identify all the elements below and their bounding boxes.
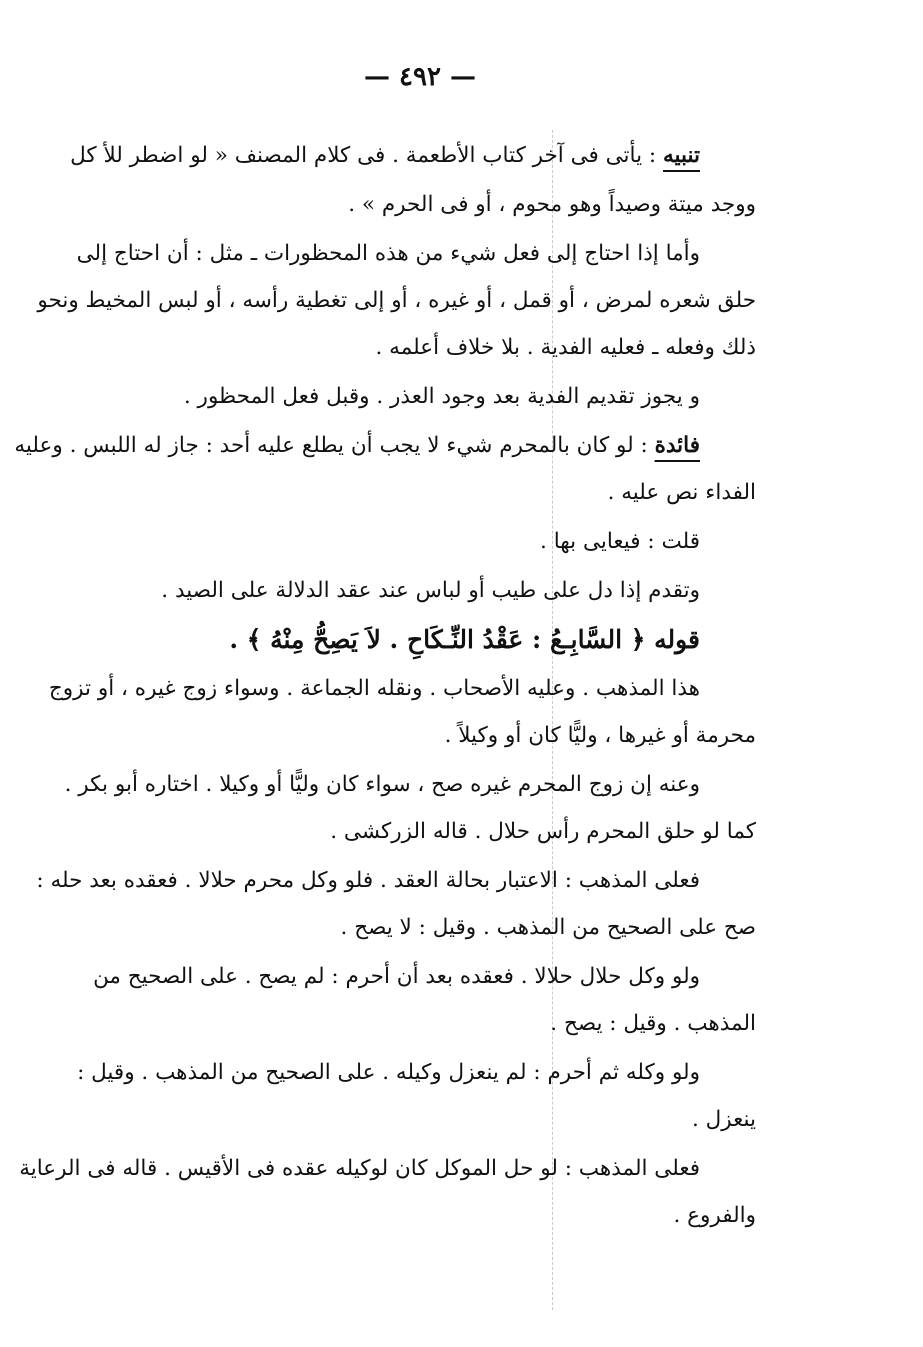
text-line: ووجد ميتة وصيداً وهو محوم ، أو فى الحرم » . [348, 192, 756, 217]
text-line: حلق شعره لمرض ، أو قمل ، أو غيره ، أو إلى تغطية رأسه ، أو لبس المخيط ونحو [37, 288, 756, 313]
text-line: وتقدم إذا دل على طيب أو لباس عند عقد الدلالة على الصيد . [161, 578, 700, 603]
text-line: كما لو حلق المحرم رأس حلال . قاله الزركشى . [330, 819, 756, 844]
text-line: وعنه إن زوج المحرم غيره صح ، سواء كان وليًّا أو وكيلا . اختاره أبو بكر . [64, 772, 700, 797]
text-line: ذلك وفعله ـ فعليه الفدية . بلا خلاف أعلمه . [375, 335, 756, 360]
text-line: هذا المذهب . وعليه الأصحاب . ونقله الجماعة . وسواء زوج غيره ، أو تزوج [48, 676, 700, 701]
paragraph-heading [100, 616, 756, 663]
paragraph [64, 761, 756, 855]
paragraph [100, 518, 756, 565]
paragraph [36, 857, 756, 951]
text-line: ينعزل . [692, 1107, 756, 1132]
text-line: فعلى المذهب : الاعتبار بحالة العقد . فلو وكل محرم حلالا . فعقده بعد حله : [36, 868, 700, 893]
text-line: الفداء نص عليه . [607, 480, 756, 505]
paragraph [37, 230, 756, 371]
text-line: قلت : فيعايى بها . [540, 529, 700, 554]
paragraph [100, 373, 756, 420]
text-line: فعلى المذهب : لو حل الموكل كان لوكيله عقده فى الأقيس . قاله فى الرعاية [19, 1156, 700, 1181]
paragraph-faida [14, 422, 756, 516]
section-heading: قوله ﴿ السَّابِـعُ : عَقْدُ النِّـكَاحِ . لاَ يَصِحُّ مِنْهُ ﴾ . [229, 625, 700, 654]
paragraph [48, 665, 756, 759]
paragraph [19, 1145, 756, 1239]
text-line: ولو وكل حلال حلالا . فعقده بعد أن أحرم : لم يصح . على الصحيح من [93, 964, 700, 989]
paragraph-label: فائدة [654, 433, 700, 458]
text-line: وأما إذا احتاج إلى فعل شيء من هذه المحظورات ـ مثل : أن احتاج إلى [76, 241, 700, 266]
text-line: المذهب . وقيل : يصح . [550, 1011, 756, 1036]
paragraph-label: تنبيه [663, 143, 700, 168]
page-number: — ٤٩٢ — [363, 62, 477, 92]
text-line: محرمة أو غيرها ، وليًّا كان أو وكيلاً . [444, 723, 756, 748]
text-line: تنبيه : يأتى فى آخر كتاب الأطعمة . فى كلام المصنف « لو اضطر للأ كل [70, 143, 700, 168]
text-line: و يجوز تقديم الفدية بعد وجود العذر . وقبل فعل المحظور . [183, 384, 700, 409]
text-line: صح على الصحيح من المذهب . وقيل : لا يصح . [340, 915, 756, 940]
paragraph [77, 1049, 756, 1143]
text-line: فائدة : لو كان بالمحرم شيء لا يجب أن يطلع عليه أحد : جاز له اللبس . وعليه [14, 433, 700, 458]
text-line: ولو وكله ثم أحرم : لم ينعزل وكيله . على الصحيح من المذهب . وقيل : [77, 1060, 700, 1085]
text-line: والفروع . [673, 1203, 756, 1228]
paragraph [93, 953, 756, 1047]
paragraph [100, 567, 756, 614]
page-body [14, 132, 756, 1241]
paragraph-tanbih [70, 132, 756, 179]
